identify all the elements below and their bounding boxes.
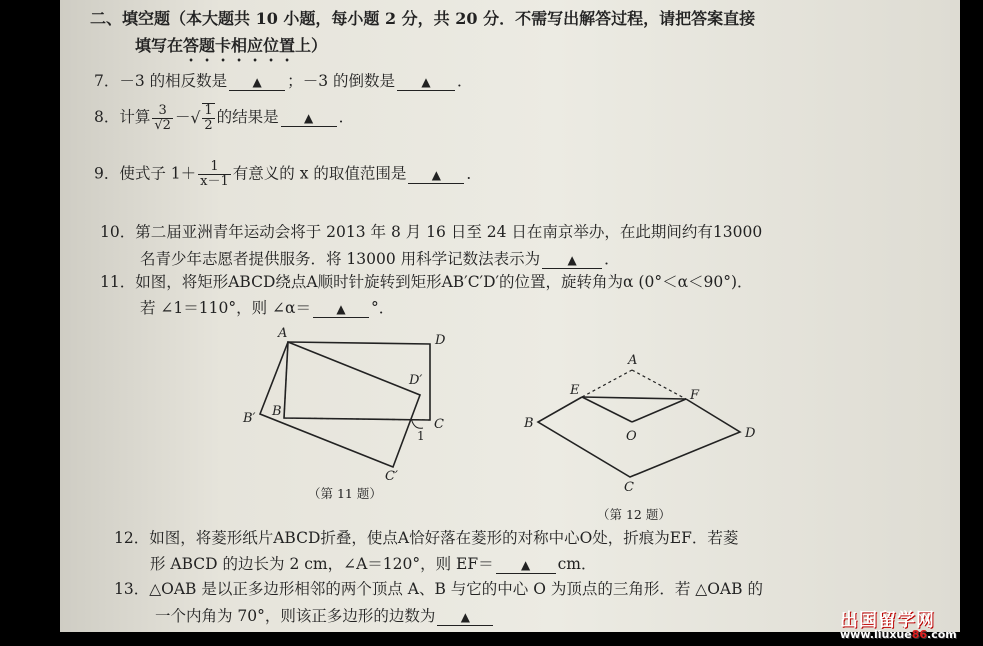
watermark-title: 出国留学网 — [840, 610, 935, 631]
figure-12 — [508, 352, 758, 492]
rhombus-outline — [538, 397, 740, 477]
answer-blank: ▲ — [397, 72, 455, 91]
label-e: E — [570, 383, 580, 398]
label-d: D — [435, 333, 446, 348]
segment-eo — [582, 397, 632, 422]
answer-blank: ▲ — [313, 299, 369, 318]
bleed-through-text — [840, 40, 960, 460]
figure-12-caption: （第 12 题） — [597, 507, 671, 522]
question-10-line1: 10．第二届亚洲青年运动会将于 2013 年 8 月 16 日至 24 日在南京举办，在此期间约有13000 — [100, 223, 763, 241]
figure-11 — [235, 322, 475, 482]
dashed-segment-af — [632, 370, 686, 399]
label-angle-1: 1 — [417, 429, 425, 443]
label-b: B — [524, 416, 534, 431]
label-c-prime: C′ — [385, 469, 398, 482]
label-a: A — [278, 326, 288, 341]
answer-blank: ▲ — [229, 72, 285, 91]
question-13-line1: 13．△OAB 是以正多边形相邻的两个顶点 A、B 与它的中心 O 为顶点的三角形．若 △OAB 的 — [114, 580, 763, 598]
question-11-line1: 11．如图，将矩形ABCD绕点A顺时针旋转到矩形AB′C′D′的位置，旋转角为α (0°＜α＜90°)． — [100, 273, 753, 291]
exam-paper — [60, 0, 960, 632]
answer-blank: ▲ — [496, 555, 556, 574]
figure-11-caption: （第 11 题） — [308, 486, 382, 501]
question-12-line1: 12．如图，将菱形纸片ABCD折叠，使点A恰好落在菱形的对称中心O处，折痕为EF．若菱 — [114, 529, 739, 547]
label-c: C — [434, 417, 444, 432]
answer-blank: ▲ — [281, 108, 337, 127]
question-12-line2: 形 ABCD 的边长为 2 cm，∠A＝120°，则 EF＝ ▲ cm． — [150, 555, 597, 573]
label-d-prime: D′ — [409, 373, 423, 388]
section-heading-cont: 填写在答题卡相应位置上） — [135, 36, 328, 55]
label-b-prime: B′ — [243, 411, 256, 426]
label-f: F — [690, 388, 700, 403]
site-watermark — [840, 606, 980, 644]
label-o: O — [626, 429, 637, 444]
label-d: D — [745, 426, 756, 441]
question-13-line2: 一个内角为 70°，则该正多边形的边数为 ▲ — [155, 604, 495, 626]
sqrt-sign: √ — [190, 109, 201, 127]
label-a: A — [628, 353, 638, 368]
answer-blank: ▲ — [542, 250, 602, 269]
answer-blank: ▲ — [408, 165, 464, 184]
fraction: $\frac{1}{x-1}$ — [200, 159, 229, 189]
question-11-line2: 若 ∠1＝110°，则 ∠α＝ ▲ °． — [140, 299, 395, 317]
question-9: 9．使式子 1＋ $\frac{1}{x-1}$ 有意义的 x 的取值范围是 ▲ ． — [94, 159, 482, 189]
question-7: 7．－3 的相反数是 ▲ ；－3 的倒数是 ▲ ． — [94, 72, 473, 90]
crease-ef — [582, 397, 686, 399]
watermark-url: www.liuxue86.com — [840, 628, 957, 641]
fraction: $\frac{1}{2}$ — [204, 103, 213, 133]
segment-fo — [632, 399, 686, 422]
section-heading: 二、填空题（本大题共 10 小题，每小题 2 分，共 20 分．不需写出解答过程，请把答案直接 — [90, 9, 756, 28]
fraction: $\frac{3}{√2}$ — [154, 102, 171, 133]
question-10-line2: 名青少年志愿者提供服务．将 13000 用科学记数法表示为 ▲ ． — [140, 250, 620, 268]
label-b: B — [272, 404, 282, 419]
question-8: 8．计算 $\frac{3}{√2}$ －√ $\frac{1}{2}$ 的结果是 ▲ ． — [94, 102, 355, 133]
dashed-segment-ea — [582, 370, 632, 397]
answer-blank: ▲ — [437, 607, 493, 626]
label-c: C — [624, 480, 634, 492]
